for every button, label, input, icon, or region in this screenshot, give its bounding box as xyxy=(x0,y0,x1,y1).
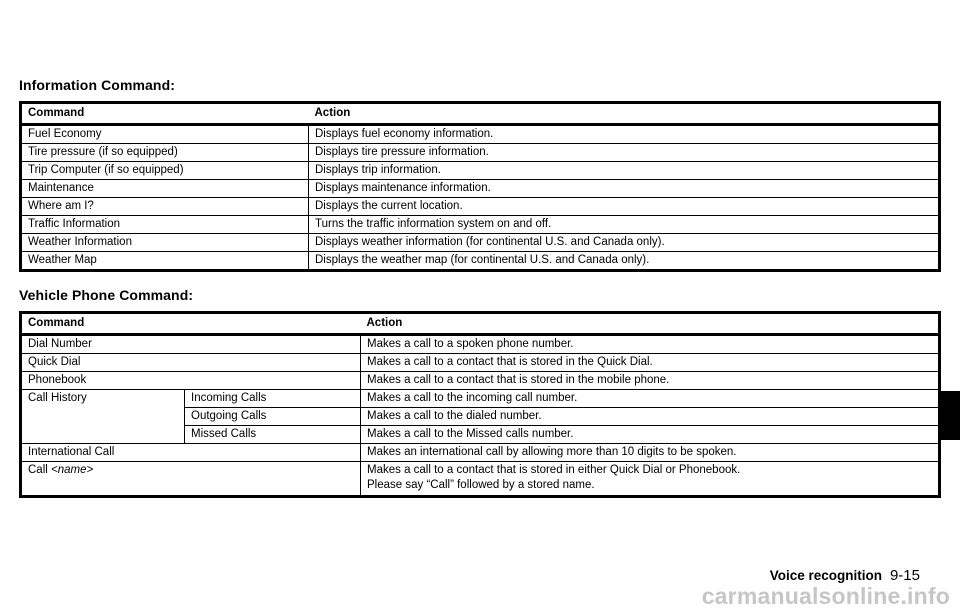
action-cell: Makes a call to a contact that is stored in the Quick Dial. xyxy=(361,354,940,372)
information-command-table xyxy=(19,101,941,272)
command-column-header: Command xyxy=(21,103,309,125)
action-cell: Makes a call to the Missed calls number. xyxy=(361,426,940,444)
footer-section-title: Voice recognition xyxy=(769,568,882,583)
action-cell: Makes a call to the dialed number. xyxy=(361,408,940,426)
command-cell xyxy=(21,462,361,497)
action-line: Please say “Call” followed by a stored name. xyxy=(367,479,595,491)
action-cell: Makes a call to a contact that is stored in the mobile phone. xyxy=(361,372,940,390)
command-column-header: Command xyxy=(21,313,361,335)
command-cell: International Call xyxy=(21,444,361,462)
information-command-heading: Information Command: xyxy=(19,77,175,93)
action-line: Makes a call to a contact that is stored in either Quick Dial or Phonebook. xyxy=(367,464,741,476)
table-row xyxy=(21,234,940,252)
table-row xyxy=(21,180,940,198)
table-row xyxy=(21,125,940,144)
action-column-header: Action xyxy=(361,313,940,335)
table-row xyxy=(21,144,940,162)
table-header-row xyxy=(21,313,940,335)
command-cell: Tire pressure (if so equipped) xyxy=(21,144,309,162)
command-cell: Dial Number xyxy=(21,335,361,354)
command-cell: Call History xyxy=(21,390,185,444)
action-cell: Makes a call to a spoken phone number. xyxy=(361,335,940,354)
action-cell: Displays weather information (for continental U.S. and Canada only). xyxy=(309,234,940,252)
page-number: 9-15 xyxy=(889,567,920,584)
table-row xyxy=(21,390,940,408)
watermark: carmanualsonline.info xyxy=(701,583,950,609)
command-cell: Maintenance xyxy=(21,180,309,198)
table-row xyxy=(21,252,940,271)
table-row xyxy=(21,372,940,390)
action-column-header: Action xyxy=(309,103,940,125)
command-cell: Weather Information xyxy=(21,234,309,252)
table-row xyxy=(21,162,940,180)
command-cell: Where am I? xyxy=(21,198,309,216)
action-cell: Displays tire pressure information. xyxy=(309,144,940,162)
action-cell: Makes an international call by allowing more than 10 digits to be spoken. xyxy=(361,444,940,462)
table-row xyxy=(21,462,940,497)
call-command-text: Call xyxy=(28,464,48,476)
table-row xyxy=(21,335,940,354)
subcommand-cell: Outgoing Calls xyxy=(185,408,361,426)
action-cell xyxy=(361,462,940,497)
table-row xyxy=(21,198,940,216)
action-cell: Turns the traffic information system on and off. xyxy=(309,216,940,234)
action-cell: Displays the weather map (for continental U.S. and Canada only). xyxy=(309,252,940,271)
command-cell: Traffic Information xyxy=(21,216,309,234)
action-cell: Displays the current location. xyxy=(309,198,940,216)
name-placeholder: <name> xyxy=(51,464,94,476)
subcommand-cell: Missed Calls xyxy=(185,426,361,444)
action-cell: Displays fuel economy information. xyxy=(309,125,940,144)
vehicle-phone-command-heading: Vehicle Phone Command: xyxy=(19,287,194,303)
command-cell: Fuel Economy xyxy=(21,125,309,144)
command-cell: Quick Dial xyxy=(21,354,361,372)
command-cell: Phonebook xyxy=(21,372,361,390)
action-cell: Displays maintenance information. xyxy=(309,180,940,198)
table-row xyxy=(21,354,940,372)
table-row xyxy=(21,444,940,462)
page-footer xyxy=(770,567,920,584)
chapter-tab-marker xyxy=(939,391,960,440)
action-cell: Displays trip information. xyxy=(309,162,940,180)
table-header-row xyxy=(21,103,940,125)
table-row xyxy=(21,216,940,234)
action-cell: Makes a call to the incoming call number. xyxy=(361,390,940,408)
subcommand-cell: Incoming Calls xyxy=(185,390,361,408)
command-cell: Weather Map xyxy=(21,252,309,271)
command-cell: Trip Computer (if so equipped) xyxy=(21,162,309,180)
vehicle-phone-command-table xyxy=(19,311,941,498)
